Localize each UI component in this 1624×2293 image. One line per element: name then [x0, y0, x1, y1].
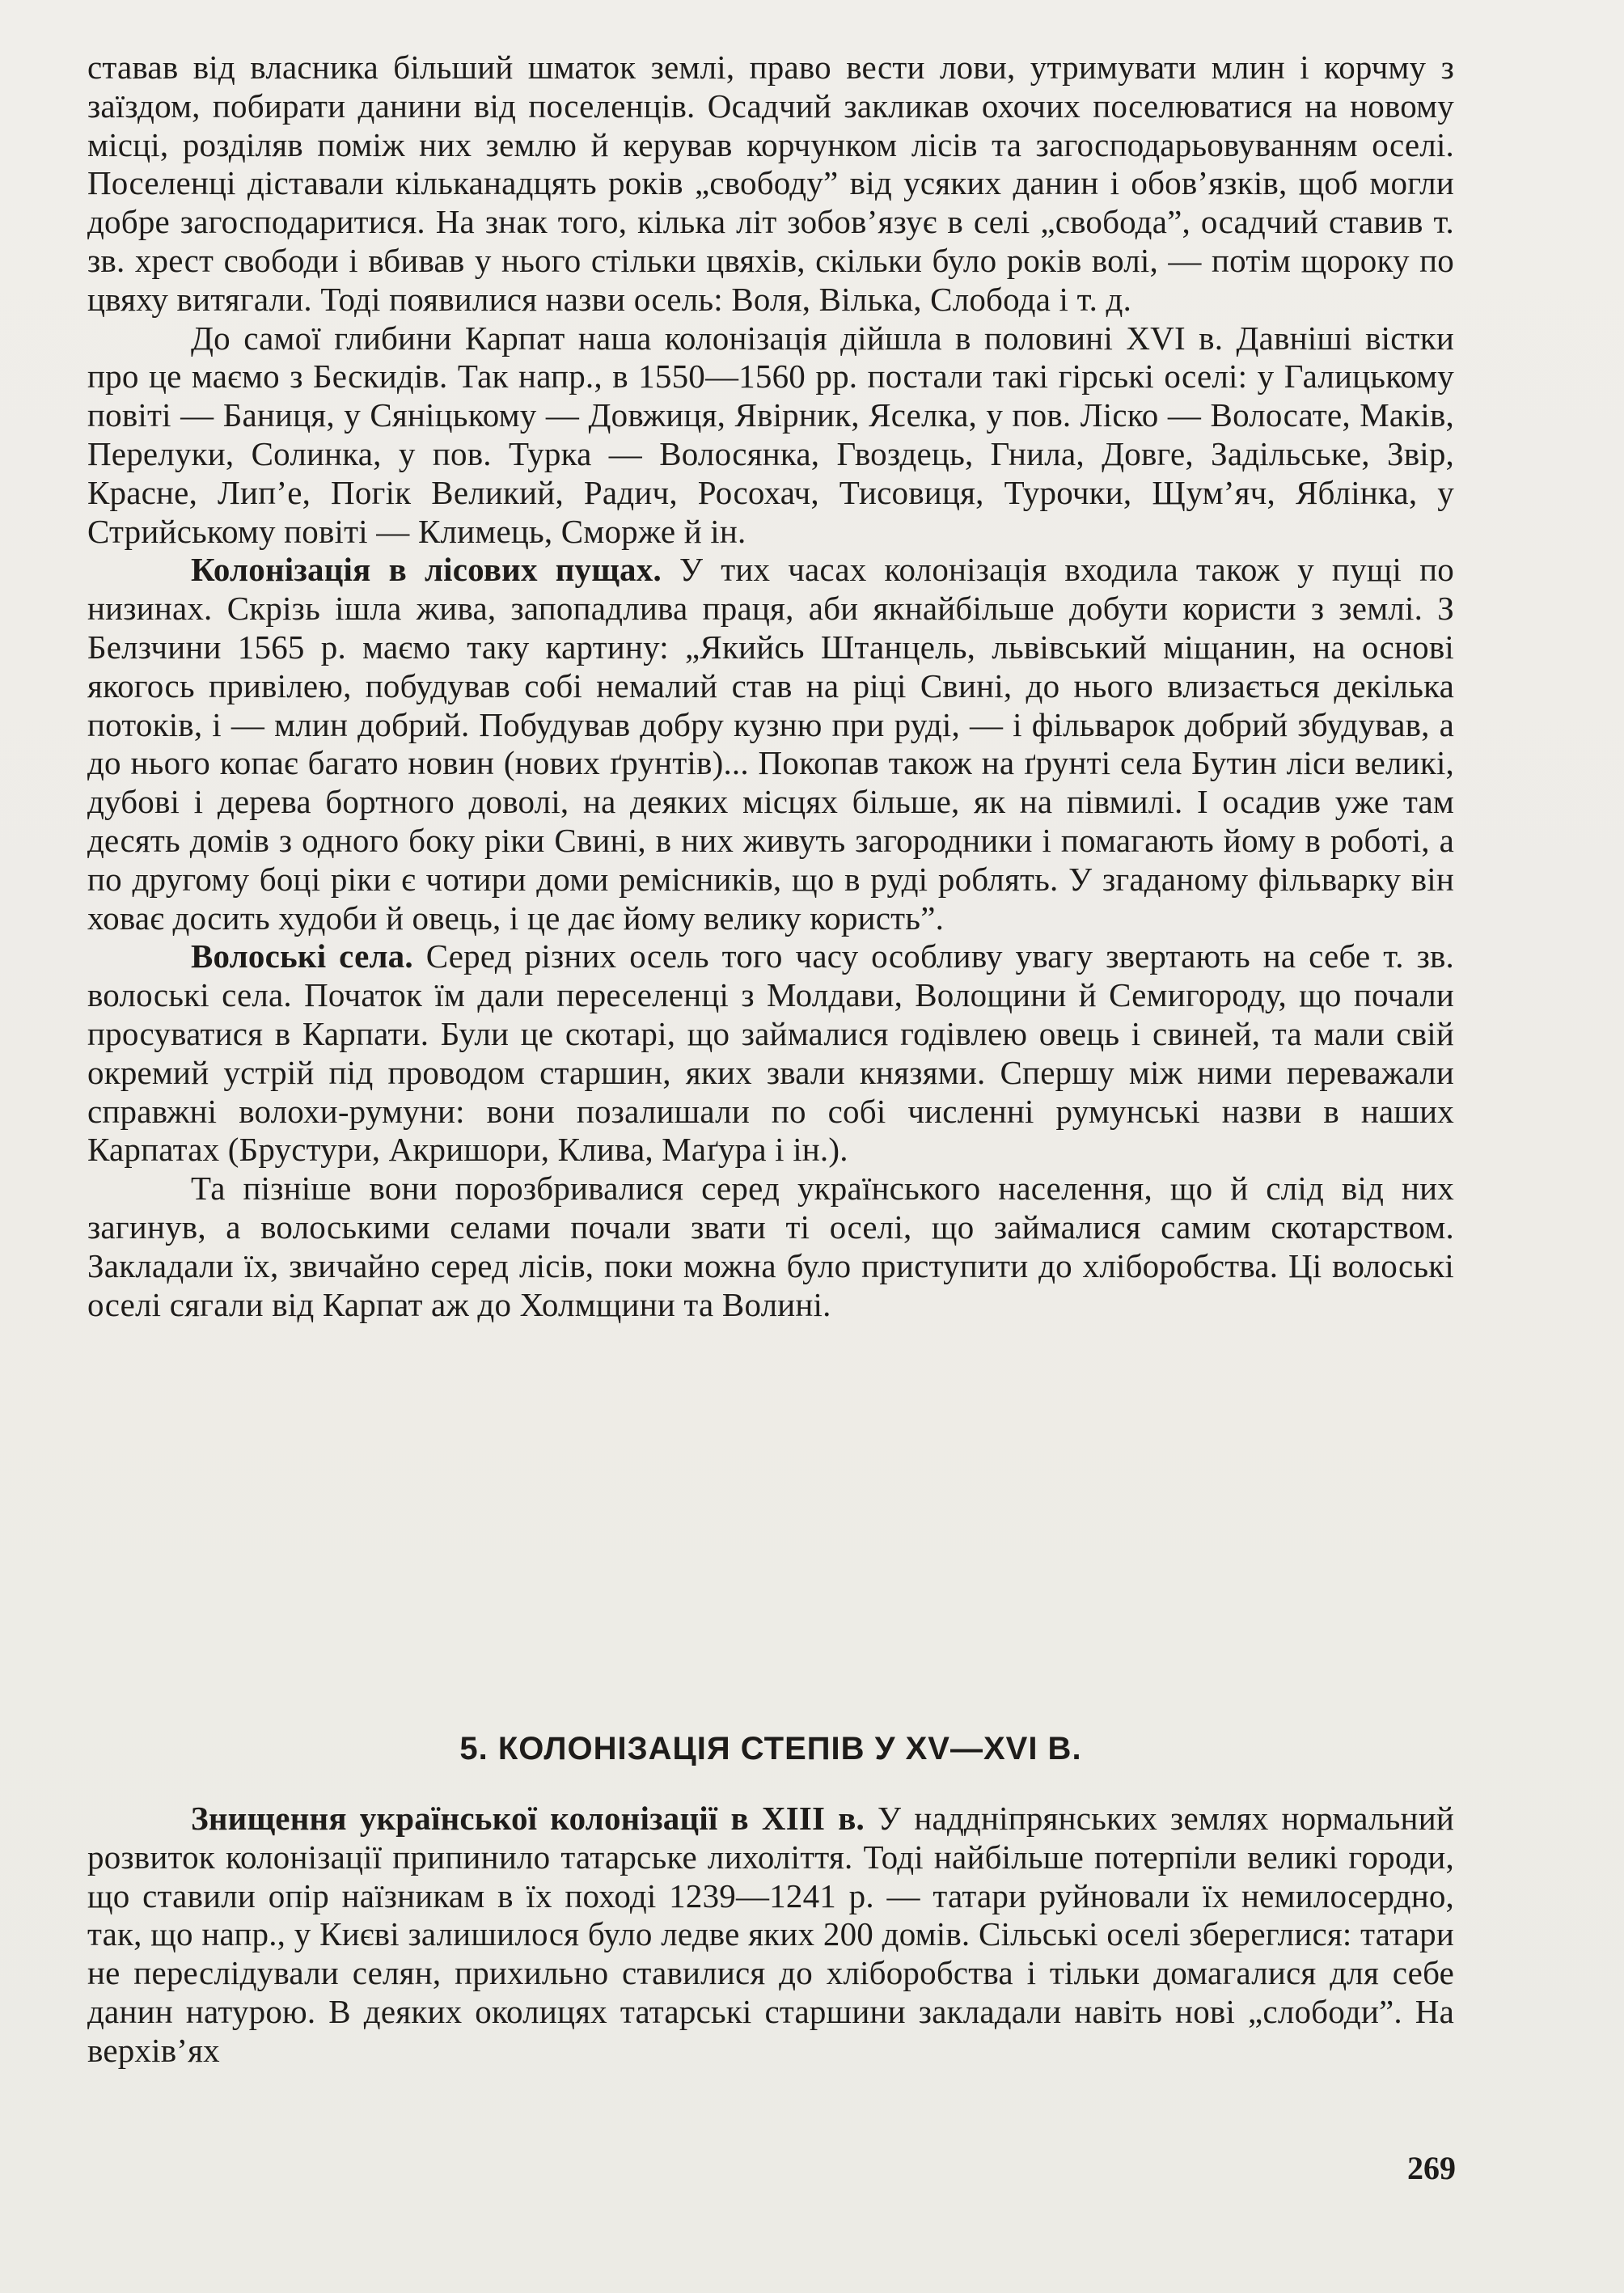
paragraph-1: [87, 49, 1454, 319]
paragraph-5: [87, 1170, 1454, 1324]
paragraph-3: [87, 551, 1454, 937]
paragraph-4-text: Серед різних осель того часу особливу увагу звертають на себе т. зв. волоські села. Початок їм дали переселенці з Молдави, Волощини й Семигороду, що почали просуватися в Карпати. Були це скотарі, що займалися годівлею овець і свиней, та мали свій окремий устрій під проводом старшин, яких звали князями. Спершу між ними переважали справжні волохи-румуни: вони позалишали по собі численні румунські назви в наших Карпатах (Брустури, Акришори, Клива, Маґура і ін.).: [87, 937, 1455, 1169]
paragraph-5-text: Та пізніше вони порозбривалися серед українського населення, що й слід від них загинув, а волоськими селами почали звати ті оселі, що займалися самим скотарством. Закладали їх, звичайно серед лісів, поки можна було приступити до хліборобства. Ці волоські оселі сягали від Карпат аж до Холмщини та Волині.: [87, 1170, 1454, 1323]
page-number: 269: [1407, 2150, 1456, 2186]
section-paragraph-1-heading: Знищення української колонізації в XIII в.: [191, 1800, 865, 1837]
section-heading: 5. КОЛОНІЗАЦІЯ СТЕПІВ У XV—XVI В.: [459, 1731, 1082, 1766]
paragraph-4-heading: Волоські села.: [191, 937, 413, 975]
section-paragraph-1-text: У наддніпрянських землях нормальний розвиток колонізації припинило татарське лихоліття. Тоді найбільше потерпіли великі городи, що ставили опір наїзникам в їх поході 1239—1241 р. — татари руйновали їх немилосердно, так, що напр., у Києві залишилося було ледве яких 200 домів. Сільські оселі збереглися: татари не переслідували селян, прихильно ставилися до хліборобства і тільки домагалися для себе данин натурою. В деяких околицях татарські старшини закладали навіть нові „слободи”. На верхів’ях: [87, 1800, 1454, 2069]
paragraph-2-text: До самої глибини Карпат наша колонізація дійшла в половині XVI в. Давніші вістки про це маємо з Бескидів. Так напр., в 1550—1560 рр. постали такі гірські оселі: у Галицькому повіті — Баниця, у Сяніцькому — Довжиця, Явірник, Яселка, у пов. Ліско — Волосате, Маків, Перелуки, Солинка, у пов. Турка — Волосянка, Гвоздець, Гнила, Довге, Задільське, Звір, Красне, Лип’е, Погік Великий, Радич, Росохач, Тисовиця, Турочки, Щум’яч, Яблінка, у Стрийському повіті — Климець, Сморже й ін.: [87, 319, 1454, 550]
paragraph-2: [87, 319, 1454, 552]
paragraph-4: [87, 937, 1454, 1170]
section-text-block: [87, 1800, 1454, 2071]
paragraph-1-text: ставав від власника більший шматок землі, право вести лови, утримувати млин і корчму з заїздом, побирати данини від поселенців. Осадчий закликав охочих поселюватися на новому місці, розділяв поміж них землю й керував корчунком лісів та загосподарьовуванням оселі. Поселенці діставали кільканадцять років „свободу” від усяких данин і обов’язків, щоб могли добре загосподаритися. На знак того, кілька літ зобов’язує в селі „свобода”, осадчий ставив т. зв. хрест свободи і вбивав у нього стільки цвяхів, скільки було років волі, — потім щороку по цвяху витягали. Тоді появилися назви осель: Воля, Вілька, Слобода і т. д.: [87, 49, 1454, 318]
section-paragraph-1: [87, 1800, 1454, 2071]
paragraph-3-text: У тих часах колонізація входила також у пущі по низинах. Скрізь ішла жива, запопадлива праця, аби якнайбільше добути користи з землі. З Белзчини 1565 р. маємо таку картину: „Якийсь Штанцель, львівський міщанин, на основі якогось привілею, побудував собі немалий став на ріці Свині, до нього влизається декілька потоків, і — млин добрий. Побудував добру кузню при руді, — і фільварок добрий збудував, а до нього копає багато новин (нових ґрунтів)... Покопав також на ґрунті села Бутин ліси великі, дубові і дерева бортного доволі, на деяких місцях більше, як на півмилі. І осадив уже там десять домів з одного боку ріки Свині, в них живуть загородники і помагають йому в роботі, а по другому боці ріки є чотири доми ремісників, що в руді роблять. У згаданому фільварку він ховає досить худоби й овець, і це дає йому велику користь”.: [87, 551, 1454, 937]
paragraph-3-heading: Колонізація в лісових пущах.: [191, 551, 662, 589]
main-text-block: [87, 49, 1454, 1324]
